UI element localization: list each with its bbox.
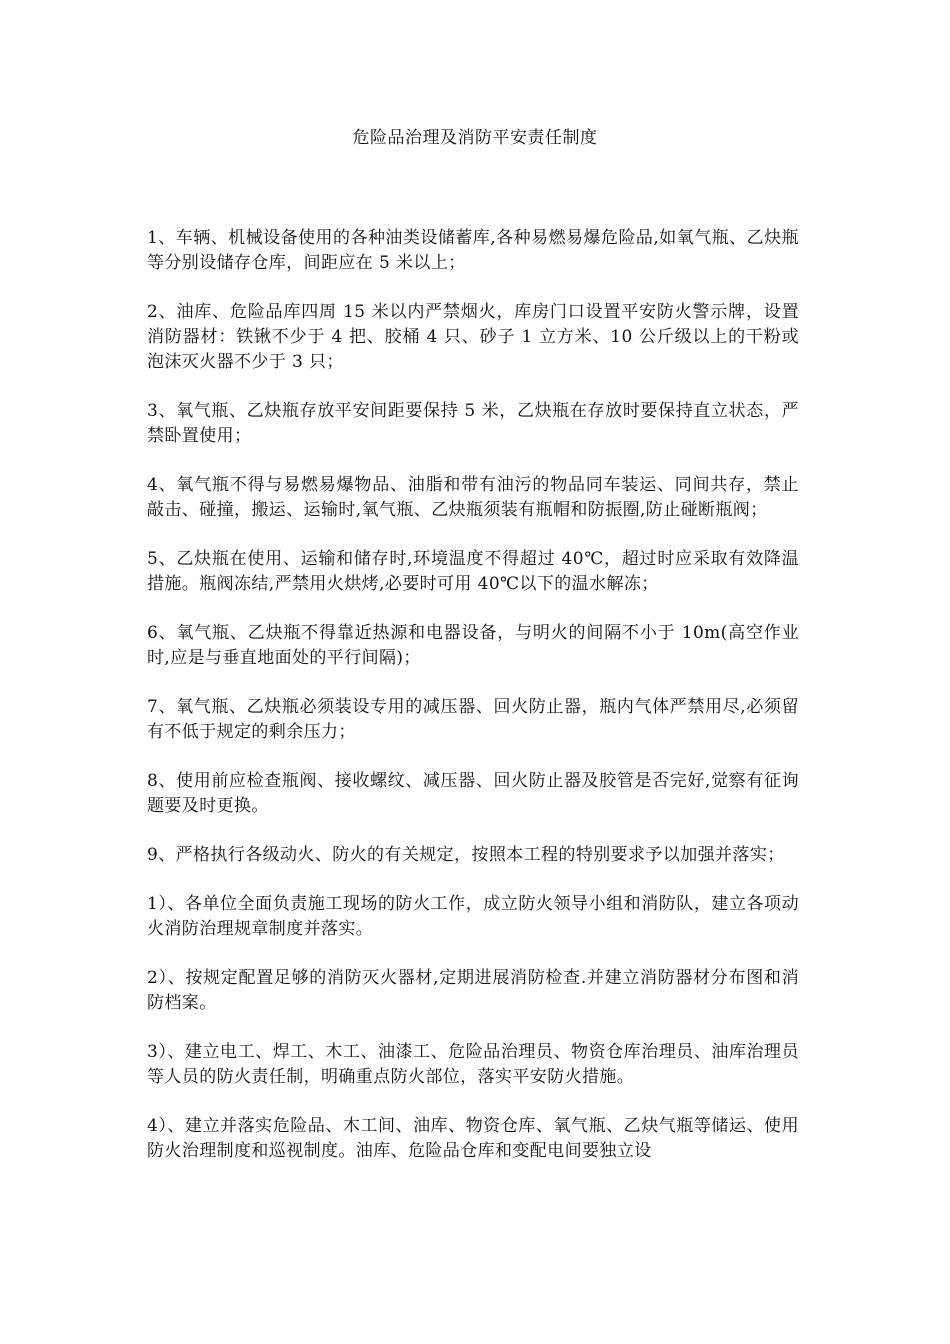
paragraph-1: 1、车辆、机械设备使用的各种油类设储蓄库,各种易燃易爆危险品,如氧气瓶、乙炔瓶等分别设储存仓库，间距应在 5 米以上； xyxy=(147,228,799,273)
document-title: 危险品治理及消防平安责任制度 xyxy=(352,128,598,148)
paragraph-9: 9、严格执行各级动火、防火的有关规定，按照本工程的特别要求予以加强并落实； xyxy=(147,845,785,865)
sub-paragraph-4: 4）、建立并落实危险品、木工间、油库、物资仓库、氧气瓶、乙炔气瓶等储运、使用防火治理制度和巡视制度。油库、危险品仓库和变配电间要独立设 xyxy=(147,1116,799,1161)
sub-paragraph-2: 2）、按规定配置足够的消防灭火器材,定期进展消防检查.并建立消防器材分布图和消防档案。 xyxy=(147,968,799,1013)
paragraph-4: 4、氧气瓶不得与易燃易爆物品、油脂和带有油污的物品同车装运、同间共存，禁止敲击、碰撞，搬运、运输时,氧气瓶、乙炔瓶须装有瓶帽和防振圈,防止碰断瓶阀； xyxy=(147,475,799,520)
sub-paragraph-3: 3）、建立电工、焊工、木工、油漆工、危险品治理员、物资仓库治理员、油库治理员等人员的防火责任制，明确重点防火部位，落实平安防火措施。 xyxy=(147,1042,799,1087)
sub-paragraph-1: 1）、各单位全面负责施工现场的防火工作，成立防火领导小组和消防队，建立各项动火消防治理规章制度并落实。 xyxy=(147,894,799,939)
document-body xyxy=(147,226,799,1188)
paragraph-5: 5、乙炔瓶在使用、运输和储存时,环境温度不得超过 40℃，超过时应采取有效降温措施。瓶阀冻结,严禁用火烘烤,必要时可用 40℃以下的温水解冻； xyxy=(147,549,799,594)
paragraph-6: 6、氧气瓶、乙炔瓶不得靠近热源和电器设备，与明火的间隔不小于 10m(高空作业时,应是与垂直地面处的平行间隔)； xyxy=(147,623,799,668)
paragraph-8: 8、使用前应检查瓶阀、接收螺纹、减压器、回火防止器及胶管是否完好,觉察有征询题要及时更换。 xyxy=(147,771,799,816)
paragraph-3: 3、氧气瓶、乙炔瓶存放平安间距要保持 5 米，乙炔瓶在存放时要保持直立状态，严禁卧置使用； xyxy=(147,401,799,446)
paragraph-7: 7、氧气瓶、乙炔瓶必须装设专用的减压器、回火防止器，瓶内气体严禁用尽,必须留有不低于规定的剩余压力； xyxy=(147,697,799,742)
paragraph-2: 2、油库、危险品库四周 15 米以内严禁烟火，库房门口设置平安防火警示牌，设置消防器材：铁锹不少于 4 把、胶桶 4 只、砂子 1 立方米、10 公斤级以上的干粉或泡沫灭火器不少于 3 只； xyxy=(147,302,799,372)
